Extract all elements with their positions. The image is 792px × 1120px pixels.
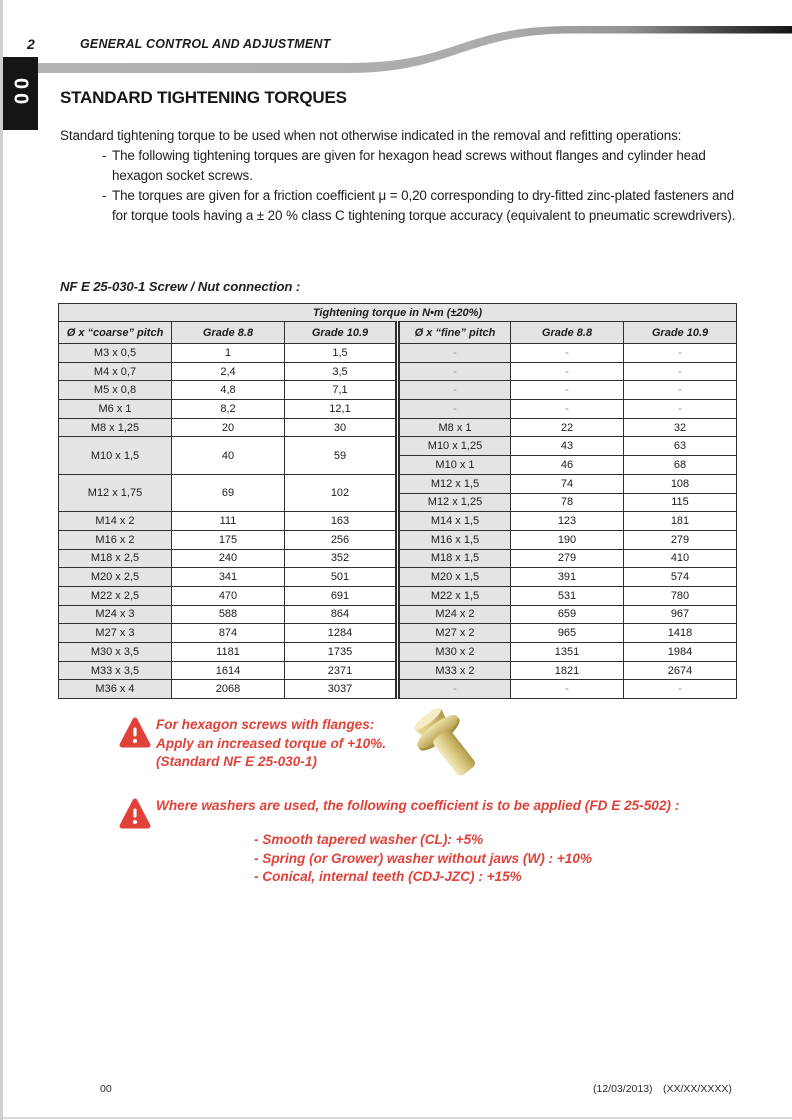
table-row: [59, 624, 737, 643]
footer-revision: (XX/XX/XXXX): [663, 1083, 732, 1095]
warning-flanged-screws: [119, 716, 386, 772]
warning-item: - Conical, internal teeth (CDJ-JZC) : +15%: [254, 869, 522, 884]
column-header: Grade 8.8: [511, 322, 624, 344]
fine-pitch-cell: -: [398, 344, 511, 363]
intro-bullets: [60, 146, 740, 226]
torque-value-cell: -: [624, 400, 737, 419]
table-row: [59, 362, 737, 381]
flanged-screw-image: [398, 700, 498, 800]
torque-value-cell: 2674: [624, 661, 737, 680]
fine-pitch-cell: M10 x 1,25: [398, 437, 511, 456]
torque-value-cell: -: [511, 381, 624, 400]
torque-value-cell: 4,8: [172, 381, 285, 400]
torque-value-cell: 3,5: [285, 362, 398, 381]
warning-head: [119, 797, 679, 831]
torque-value-cell: 40: [172, 437, 285, 474]
fine-pitch-cell: M12 x 1,5: [398, 474, 511, 493]
torque-value-cell: 279: [624, 530, 737, 549]
coarse-pitch-cell: M22 x 2,5: [59, 586, 172, 605]
torque-value-cell: 190: [511, 530, 624, 549]
bullet-text: The torques are given for a friction coefficient μ = 0,20 corresponding to dry-fitted zinc-plated fasteners and for torque tools having a ± 20 % class C tightening torque accuracy (equivalent to pneumatic screwdrivers).: [112, 188, 736, 223]
bullet-dash: -: [102, 148, 107, 163]
torque-value-cell: 256: [285, 530, 398, 549]
coarse-pitch-cell: M14 x 2: [59, 512, 172, 531]
torque-value-cell: 588: [172, 605, 285, 624]
page-edge-left: [0, 0, 3, 1120]
torque-value-cell: 531: [511, 586, 624, 605]
bullet-text: The following tightening torques are given for hexagon head screws without flanges and cylinder head hexagon socket screws.: [112, 148, 706, 183]
fine-pitch-cell: -: [398, 381, 511, 400]
table-caption: NF E 25-030-1 Screw / Nut connection :: [60, 279, 301, 294]
table-row: [59, 344, 737, 363]
torque-value-cell: 470: [172, 586, 285, 605]
torque-value-cell: 410: [624, 549, 737, 568]
coarse-pitch-cell: M20 x 2,5: [59, 568, 172, 587]
coarse-pitch-cell: M6 x 1: [59, 400, 172, 419]
torque-value-cell: 74: [511, 474, 624, 493]
torque-value-cell: 59: [285, 437, 398, 474]
torque-value-cell: 1418: [624, 624, 737, 643]
table-title-cell: Tightening torque in N•m (±20%): [59, 304, 737, 322]
coarse-pitch-cell: M3 x 0,5: [59, 344, 172, 363]
torque-table-body: [59, 344, 737, 699]
torque-value-cell: 1984: [624, 643, 737, 662]
torque-value-cell: 163: [285, 512, 398, 531]
fine-pitch-cell: M30 x 2: [398, 643, 511, 662]
list-item: [102, 186, 740, 226]
torque-value-cell: 8,2: [172, 400, 285, 419]
fine-pitch-cell: M12 x 1,25: [398, 493, 511, 512]
torque-value-cell: -: [624, 680, 737, 699]
table-row: [59, 437, 737, 456]
coarse-pitch-cell: M18 x 2,5: [59, 549, 172, 568]
warning-line: For hexagon screws with flanges:: [156, 717, 375, 732]
torque-value-cell: -: [511, 344, 624, 363]
table-row: [59, 680, 737, 699]
coarse-pitch-cell: M27 x 3: [59, 624, 172, 643]
warning-washers: [119, 797, 679, 887]
chapter-title: GENERAL CONTROL AND ADJUSTMENT: [80, 37, 331, 51]
column-header: Grade 8.8: [172, 322, 285, 344]
warning-line: Apply an increased torque of +10%.: [156, 735, 387, 751]
torque-value-cell: 2068: [172, 680, 285, 699]
warning-line: (Standard NF E 25-030-1): [156, 754, 317, 769]
intro-lead: Standard tightening torque to be used when not otherwise indicated in the removal and refitting operations:: [60, 128, 682, 143]
torque-value-cell: 874: [172, 624, 285, 643]
chapter-number: 2: [27, 36, 35, 52]
torque-value-cell: -: [511, 680, 624, 699]
table-row: [59, 661, 737, 680]
section-tab-label: 00: [9, 78, 32, 109]
torque-value-cell: 22: [511, 418, 624, 437]
table-row: [59, 418, 737, 437]
torque-value-cell: 391: [511, 568, 624, 587]
table-row: [59, 530, 737, 549]
table-row: [59, 568, 737, 587]
table-row: [59, 381, 737, 400]
torque-value-cell: 63: [624, 437, 737, 456]
torque-value-cell: 175: [172, 530, 285, 549]
torque-value-cell: 12,1: [285, 400, 398, 419]
fine-pitch-cell: M22 x 1,5: [398, 586, 511, 605]
fine-pitch-cell: M24 x 2: [398, 605, 511, 624]
torque-value-cell: 1,5: [285, 344, 398, 363]
intro-section: [60, 126, 740, 226]
torque-value-cell: 1821: [511, 661, 624, 680]
page-title: STANDARD TIGHTENING TORQUES: [60, 88, 347, 107]
torque-value-cell: 32: [624, 418, 737, 437]
table-row: [59, 474, 737, 493]
warning-items: [254, 831, 679, 887]
torque-value-cell: 965: [511, 624, 624, 643]
torque-value-cell: 2,4: [172, 362, 285, 381]
torque-value-cell: 30: [285, 418, 398, 437]
torque-value-cell: 1735: [285, 643, 398, 662]
fine-pitch-cell: M18 x 1,5: [398, 549, 511, 568]
torque-value-cell: 501: [285, 568, 398, 587]
torque-value-cell: 123: [511, 512, 624, 531]
torque-value-cell: 1284: [285, 624, 398, 643]
table-title-row: [59, 304, 737, 322]
torque-value-cell: 7,1: [285, 381, 398, 400]
coarse-pitch-cell: M12 x 1,75: [59, 474, 172, 511]
footer-date: (12/03/2013): [593, 1083, 653, 1095]
torque-value-cell: 3037: [285, 680, 398, 699]
torque-value-cell: 2371: [285, 661, 398, 680]
fine-pitch-cell: -: [398, 400, 511, 419]
fine-pitch-cell: -: [398, 362, 511, 381]
coarse-pitch-cell: M4 x 0,7: [59, 362, 172, 381]
coarse-pitch-cell: M24 x 3: [59, 605, 172, 624]
column-header: Ø x “coarse” pitch: [59, 322, 172, 344]
torque-value-cell: 46: [511, 456, 624, 475]
torque-value-cell: -: [624, 344, 737, 363]
torque-value-cell: 1181: [172, 643, 285, 662]
fine-pitch-cell: M20 x 1,5: [398, 568, 511, 587]
torque-value-cell: 574: [624, 568, 737, 587]
torque-value-cell: 78: [511, 493, 624, 512]
footer-page-number: 00: [100, 1083, 112, 1095]
torque-value-cell: 68: [624, 456, 737, 475]
torque-value-cell: 341: [172, 568, 285, 587]
fine-pitch-cell: -: [398, 680, 511, 699]
torque-value-cell: 1: [172, 344, 285, 363]
torque-table: [58, 303, 737, 699]
torque-value-cell: 659: [511, 605, 624, 624]
column-header: Grade 10.9: [624, 322, 737, 344]
warning-triangle-icon: [119, 797, 151, 831]
fine-pitch-cell: M14 x 1,5: [398, 512, 511, 531]
coarse-pitch-cell: M5 x 0,8: [59, 381, 172, 400]
page-edge-bottom: [3, 1117, 792, 1119]
column-header: Grade 10.9: [285, 322, 398, 344]
torque-value-cell: 967: [624, 605, 737, 624]
table-row: [59, 512, 737, 531]
fine-pitch-cell: M16 x 1,5: [398, 530, 511, 549]
torque-value-cell: 69: [172, 474, 285, 511]
coarse-pitch-cell: M36 x 4: [59, 680, 172, 699]
torque-value-cell: 1614: [172, 661, 285, 680]
torque-value-cell: 780: [624, 586, 737, 605]
coarse-pitch-cell: M33 x 3,5: [59, 661, 172, 680]
warning-item: - Smooth tapered washer (CL): +5%: [254, 832, 484, 847]
torque-value-cell: 115: [624, 493, 737, 512]
table-row: [59, 643, 737, 662]
section-tab: [3, 57, 38, 130]
bullet-dash: -: [102, 188, 107, 203]
torque-value-cell: -: [624, 362, 737, 381]
warning-item: - Spring (or Grower) washer without jaws (W) : +10%: [254, 850, 592, 866]
torque-value-cell: 111: [172, 512, 285, 531]
torque-value-cell: 1351: [511, 643, 624, 662]
coarse-pitch-cell: M10 x 1,5: [59, 437, 172, 474]
torque-value-cell: 108: [624, 474, 737, 493]
fine-pitch-cell: M10 x 1: [398, 456, 511, 475]
table-row: [59, 549, 737, 568]
torque-value-cell: 352: [285, 549, 398, 568]
column-header: Ø x “fine” pitch: [398, 322, 511, 344]
coarse-pitch-cell: M16 x 2: [59, 530, 172, 549]
torque-value-cell: 279: [511, 549, 624, 568]
table-header-row: [59, 322, 737, 344]
table-row: [59, 605, 737, 624]
torque-value-cell: 102: [285, 474, 398, 511]
warning-triangle-icon: [119, 716, 151, 750]
warning-text: [156, 716, 386, 772]
fine-pitch-cell: M33 x 2: [398, 661, 511, 680]
table-row: [59, 400, 737, 419]
torque-value-cell: 691: [285, 586, 398, 605]
fine-pitch-cell: M27 x 2: [398, 624, 511, 643]
torque-value-cell: -: [624, 381, 737, 400]
torque-value-cell: 864: [285, 605, 398, 624]
torque-value-cell: 181: [624, 512, 737, 531]
torque-value-cell: 240: [172, 549, 285, 568]
coarse-pitch-cell: M8 x 1,25: [59, 418, 172, 437]
table-row: [59, 586, 737, 605]
list-item: [102, 146, 740, 186]
warning-lead: Where washers are used, the following coefficient is to be applied (FD E 25-502) :: [156, 798, 680, 813]
fine-pitch-cell: M8 x 1: [398, 418, 511, 437]
torque-value-cell: -: [511, 400, 624, 419]
torque-value-cell: 20: [172, 418, 285, 437]
torque-value-cell: -: [511, 362, 624, 381]
torque-value-cell: 43: [511, 437, 624, 456]
coarse-pitch-cell: M30 x 3,5: [59, 643, 172, 662]
